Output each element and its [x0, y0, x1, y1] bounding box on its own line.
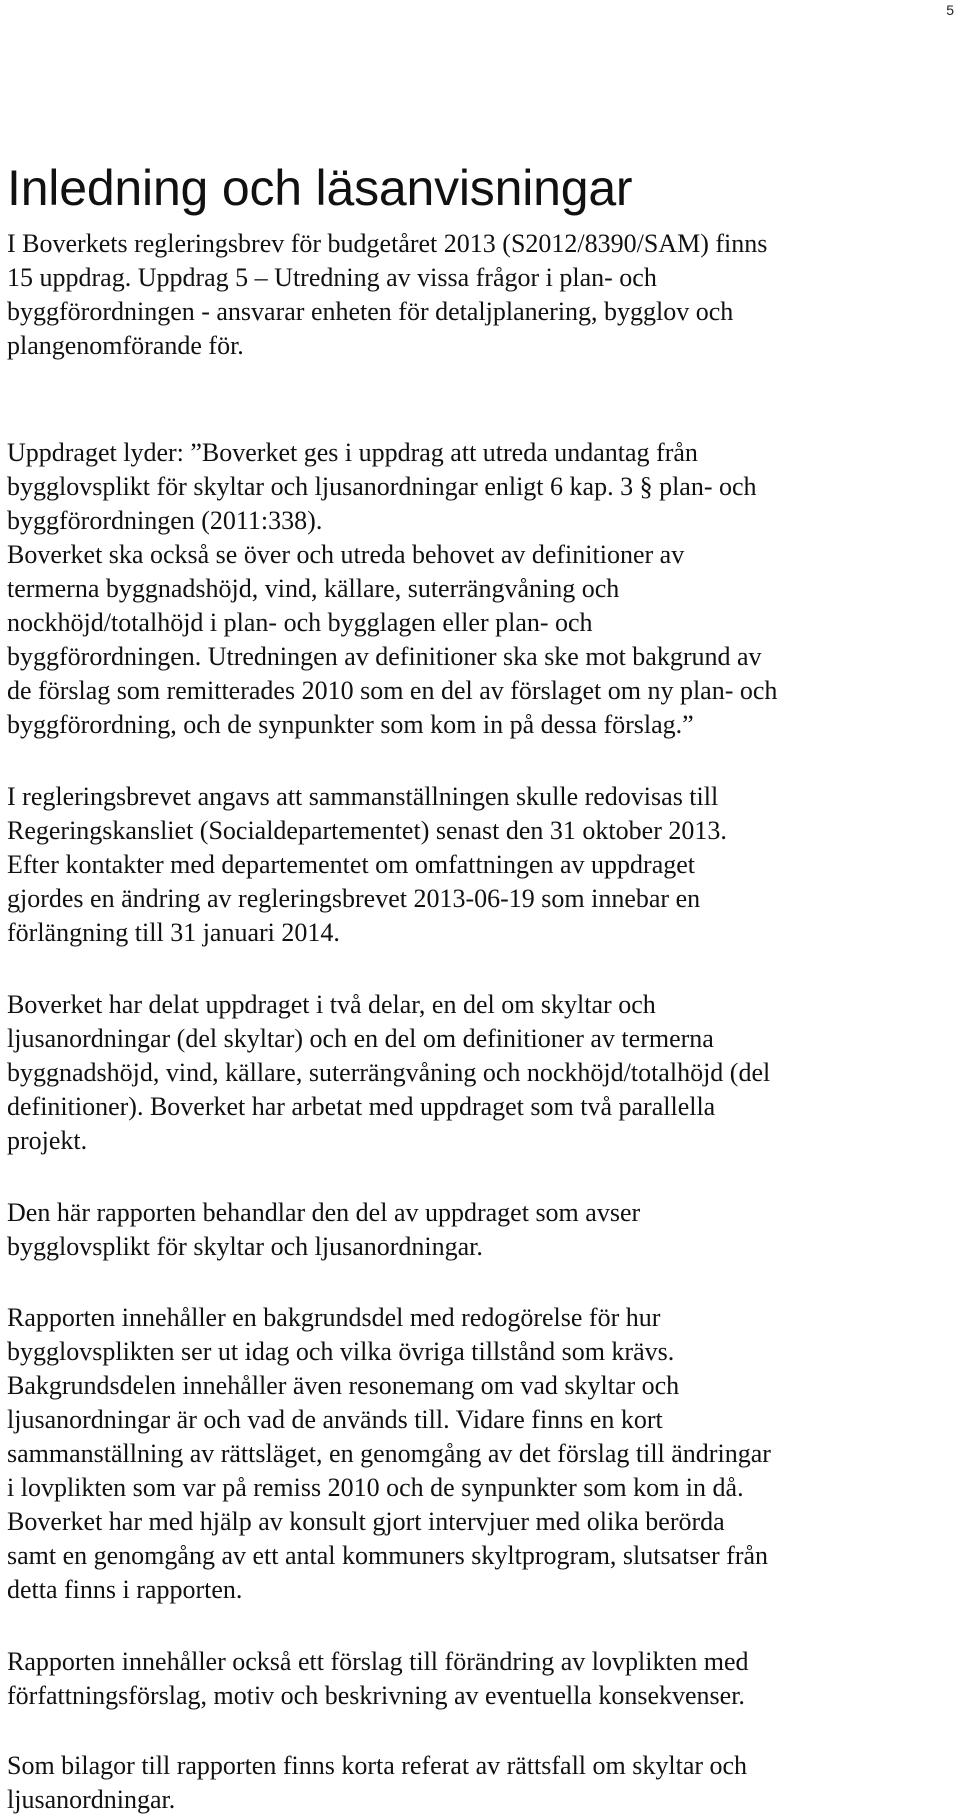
paragraph-line: bygglovsplikt för skyltar och ljusanordningar enligt 6 kap. 3 § plan- och	[7, 472, 757, 501]
paragraph-assignment-quote	[7, 436, 777, 742]
paragraph-line: definitioner). Boverket har arbetat med uppdraget som två parallella	[7, 1092, 716, 1121]
paragraph-line: nockhöjd/totalhöjd i plan- och bygglagen eller plan- och	[7, 608, 593, 637]
paragraph-line: byggförordningen (2011:338).	[7, 506, 323, 535]
paragraph-line: sammanställning av rättsläget, en genomgång av det förslag till ändringar	[7, 1439, 771, 1468]
paragraph-scope	[7, 1196, 640, 1264]
paragraph-line: I regleringsbrevet angavs att sammanställningen skulle redovisas till	[7, 782, 719, 811]
paragraph-deadline	[7, 780, 727, 950]
paragraph-line: termerna byggnadshöjd, vind, källare, suterrängvåning och	[7, 574, 620, 603]
page-title: Inledning och läsanvisningar	[7, 160, 633, 216]
paragraph-proposal	[7, 1645, 749, 1713]
paragraph-line: 15 uppdrag. Uppdrag 5 – Utredning av vissa frågor i plan- och	[7, 263, 657, 292]
paragraph-line: Rapporten innehåller också ett förslag till förändring av lovplikten med	[7, 1647, 749, 1676]
paragraph-line: bygglovsplikt för skyltar och ljusanordningar.	[7, 1232, 483, 1261]
paragraph-line: plangenomförande för.	[7, 331, 244, 360]
paragraph-line: Den här rapporten behandlar den del av uppdraget som avser	[7, 1198, 641, 1227]
paragraph-line: förlängning till 31 januari 2014.	[7, 918, 340, 947]
paragraph-line: Uppdraget lyder: ”Boverket ges i uppdrag att utreda undantag från	[7, 438, 698, 467]
paragraph-line: Rapporten innehåller en bakgrundsdel med redogörelse för hur	[7, 1303, 661, 1332]
paragraph-line: författningsförslag, motiv och beskrivning av eventuella konsekvenser.	[7, 1681, 745, 1710]
paragraph-intro	[7, 227, 767, 363]
paragraph-line: Som bilagor till rapporten finns korta referat av rättsfall om skyltar och	[7, 1751, 748, 1780]
paragraph-line: projekt.	[7, 1126, 88, 1155]
paragraph-line: Boverket har med hjälp av konsult gjort intervjuer med olika berörda	[7, 1507, 725, 1536]
paragraph-line: detta finns i rapporten.	[7, 1575, 243, 1604]
paragraph-line: de förslag som remitterades 2010 som en del av förslaget om ny plan- och	[7, 676, 778, 705]
paragraph-line: byggförordning, och de synpunkter som kom in på dessa förslag.”	[7, 710, 694, 739]
paragraph-line: Bakgrundsdelen innehåller även resonemang om vad skyltar och	[7, 1371, 680, 1400]
page-number: 5	[946, 2, 954, 18]
paragraph-appendices	[7, 1749, 747, 1817]
paragraph-line: Boverket har delat uppdraget i två delar, en del om skyltar och	[7, 990, 656, 1019]
paragraph-contents	[7, 1301, 771, 1607]
paragraph-line: i lovplikten som var på remiss 2010 och de synpunkter som kom in då.	[7, 1473, 744, 1502]
paragraph-line: byggförordningen. Utredningen av definitioner ska ske mot bakgrund av	[7, 642, 762, 671]
paragraph-line: Regeringskansliet (Socialdepartementet) senast den 31 oktober 2013.	[7, 816, 727, 845]
paragraph-line: ljusanordningar är och vad de används till. Vidare finns en kort	[7, 1405, 663, 1434]
paragraph-division	[7, 988, 770, 1158]
paragraph-line: I Boverkets regleringsbrev för budgetåret 2013 (S2012/8390/SAM) finns	[7, 229, 768, 258]
paragraph-line: byggnadshöjd, vind, källare, suterrängvåning och nockhöjd/totalhöjd (del	[7, 1058, 771, 1087]
paragraph-line: ljusanordningar.	[7, 1785, 176, 1814]
paragraph-line: samt en genomgång av ett antal kommuners skyltprogram, slutsatser från	[7, 1541, 769, 1570]
paragraph-line: Boverket ska också se över och utreda behovet av definitioner av	[7, 540, 685, 569]
paragraph-line: byggförordningen - ansvarar enheten för detaljplanering, bygglov och	[7, 297, 734, 326]
paragraph-line: Efter kontakter med departementet om omfattningen av uppdraget	[7, 850, 696, 879]
paragraph-line: bygglovsplikten ser ut idag och vilka övriga tillstånd som krävs.	[7, 1337, 675, 1366]
paragraph-line: gjordes en ändring av regleringsbrevet 2013-06-19 som innebar en	[7, 884, 701, 913]
paragraph-line: ljusanordningar (del skyltar) och en del om definitioner av termerna	[7, 1024, 714, 1053]
